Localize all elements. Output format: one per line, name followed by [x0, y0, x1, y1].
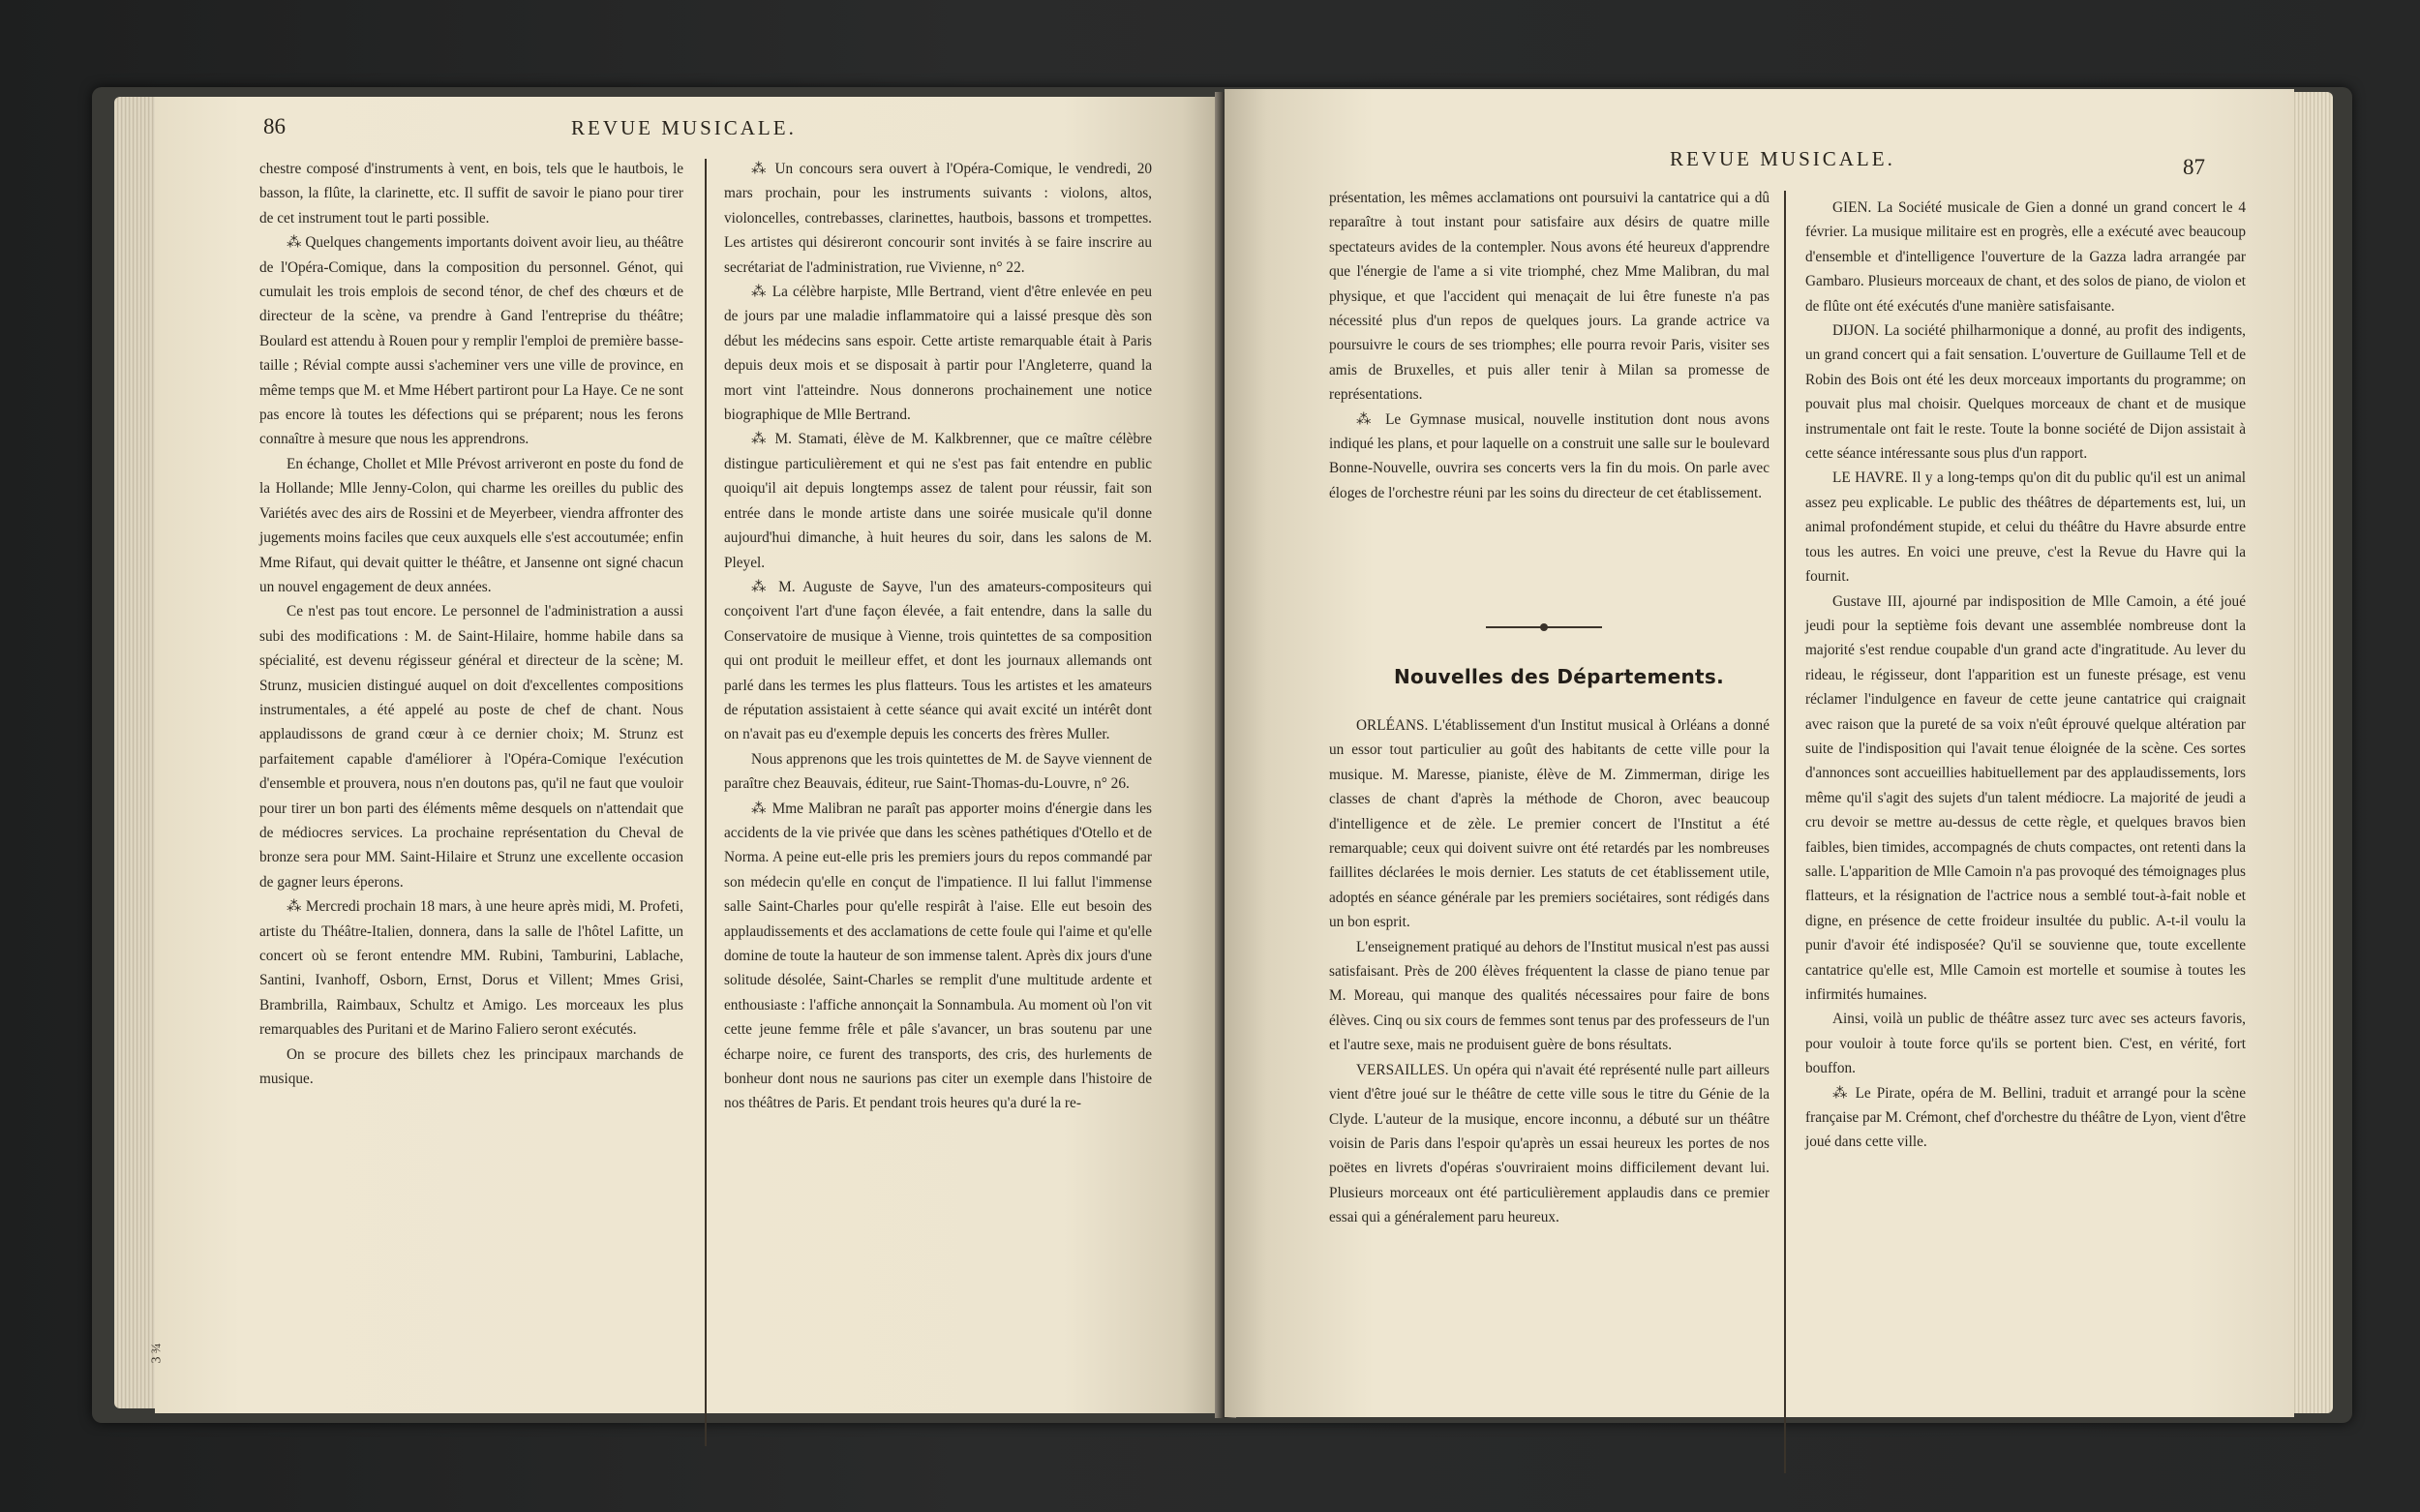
- left-page-number: 86: [263, 114, 286, 138]
- paragraph: En échange, Chollet et Mlle Prévost arriveront en poste du fond de la Hollande; Mlle Jenny-Colon, qui charme les oreilles du public des Variétés avec des airs de Rossini et de Meyerbeer, viendra affronter des jugements moins faciles que ceux auxquels elle s'est accoutumée; enfin Mme Rifaut, qui devait quitter le théâtre, et Jansenne ont signé chacun un nouvel engagement de deux années.: [259, 455, 683, 595]
- paragraph: VERSAILLES. Un opéra qui n'avait été représenté nulle part ailleurs vient d'être joué sur le théâtre de cette ville sous le titre du Génie de la Clyde. L'auteur de la musique, encore inconnu, a débuté sur un théâtre voisin de Paris dans l'espoir qu'après un essai heureux les portes de nos poëtes en livrets d'opéras s'ouvriraient moins difficilement devant lui. Plusieurs morceaux ont été particulièrement applaudis dans ce premier essai qui a généralement paru heureux.: [1329, 1061, 1770, 1226]
- right-page: [1225, 89, 2294, 1417]
- left-running-head: REVUE MUSICALE.: [571, 116, 797, 139]
- paragraph: L'enseignement pratiqué au dehors de l'Institut musical n'est pas aussi satisfaisant. Près de 200 élèves fréquentent la classe de piano tenue par M. Moreau, qui manque des qualités nécessaires pour faire de bons élèves. Cinq ou six cours de femmes sont tenus par des professeurs de l'un et l'autre sexe, mais ne produisent guère de bons résultats.: [1329, 938, 1770, 1054]
- paragraph: ⁂ Le Pirate, opéra de M. Bellini, traduit et arrangé pour la scène française par M. Crémont, chef d'orchestre du théâtre de Lyon, vient d'être joué dans cette ville.: [1805, 1084, 2246, 1151]
- paragraph: présentation, les mêmes acclamations ont poursuivi la cantatrice qui a dû reparaître à tout instant pour satisfaire aux désirs de quatre mille spectateurs avides de la contempler. Nous avons été heureux d'apprendre que l'énergie de l'ame a si vite triomphé, chez Mme Malibran, du mal physique, et que l'accident qui menaçait de lui être funeste n'a pas nécessité plus d'un repos de quelques jours. La grande actrice va poursuivre le cours de ses triomphes; elle pourra revoir Paris, visiter ses amis de Bruxelles, et puis aller tenir à Milan sa promesse de représentations.: [1329, 190, 1770, 404]
- column-rule: [1784, 191, 1786, 1473]
- paragraph: ⁂ La célèbre harpiste, Mlle Bertrand, vient d'être enlevée en peu de jours par une maladie inflammatoire qui a laissé presque dès son début les médecins sans espoir. Cette artiste remarquable était à Paris depuis deux mois et se disposait à partir pour l'Angleterre, quand la mort vint l'atteindre. Nous donnerons prochainement une notice biographique de Mlle Bertrand.: [724, 284, 1152, 424]
- paragraph: ⁂ Mercredi prochain 18 mars, à une heure après midi, M. Profeti, artiste du Théâtre-Italien, donnera, dans la salle de l'hôtel Lafitte, un concert où se feront entendre MM. Rubini, Tamburini, Lablache, Santini, Ivanhoff, Osborn, Ernst, Dorus et Villent; Mmes Grisi, Brambrilla, Raimbaux, Schultz et Amigo. Les morceaux les plus remarquables des Puritani et de Marino Faliero seront exécutés.: [259, 898, 683, 1039]
- paragraph: ⁂ Quelques changements importants doivent avoir lieu, au théâtre de l'Opéra-Comique, dans la composition du personnel. Génot, qui cumulait les trois emplois de second ténor, de chef des chœurs et de directeur de la scène, va prendre à Gand l'entreprise du théâtre; Boulard est attendu à Rouen pour y remplir l'emploi de première basse-taille ; Révial compte aussi s'acheminer vers une ville de province, en même temps que M. et Mme Hébert partiront pour La Haye. Ce ne sont pas encore là toutes les défections qui se préparent; nous les ferons connaître à mesure que nous les apprendrons.: [259, 234, 683, 448]
- left-column-2: [724, 157, 1152, 1116]
- paragraph: On se procure des billets chez les principaux marchands de musique.: [259, 1045, 683, 1088]
- paragraph: Nous apprenons que les trois quintettes de M. de Sayve viennent de paraître chez Beauvais, éditeur, rue Saint-Thomas-du-Louvre, n° 26.: [724, 750, 1152, 793]
- paragraph: GIEN. La Société musicale de Gien a donné un grand concert le 4 février. La musique militaire est en progrès, elle a exécuté avec beaucoup d'ensemble et d'intelligence l'ouverture de la Gazza ladra arrangée par Gambaro. Plusieurs morceaux de chant, et des solos de piano, de violon et de flûte ont été exécutés d'une manière satisfaisante.: [1805, 199, 2246, 315]
- paragraph: ⁂ Mme Malibran ne paraît pas apporter moins d'énergie dans les accidents de la vie privée que dans les scènes pathétiques d'Otello et de Norma. A peine eut-elle pris les premiers jours du repos commandé par son médecin qu'elle en conçut de l'impatience. Il lui fallut l'immense salle Saint-Charles pour qu'elle respirât à l'aise. Elle eut besoin des applaudissements et des acclamations de cette foule qui l'aime et qu'elle domine de toute la hauteur de son immense talent. Après dix jours d'une solitude désolée, Saint-Charles se remplit d'une multitude ardente et enthousiaste : l'affiche annonçait la Sonnambula. Au moment où l'on vit cette jeune femme frêle et pâle s'avancer, un bras soutenu par une écharpe noire, ce furent des transports, des cris, des hurlements de bonheur dont nous ne saurions pas citer un exemple dans l'histoire de nos théâtres de Paris. Et pendant trois heures qu'a duré la re-: [724, 800, 1152, 1112]
- paragraph: DIJON. La société philharmonique a donné, au profit des indigents, un grand concert qui a fait sensation. L'ouverture de Guillaume Tell et de Robin des Bois ont été les deux morceaux importants du programme; on pouvait plus mal choisir. Quelques morceaux de chant et de musique instrumentale ont fait le reste. Toute la bonne société de Dijon assistait à cette séance intéressante sous plus d'un rapport.: [1805, 322, 2246, 463]
- paragraph: ⁂ M. Stamati, élève de M. Kalkbrenner, que ce maître célèbre distingue particulièrement et qui ne s'est pas fait entendre en public quoiqu'il ait depuis longtemps assez de talent pour réussir, fait son entrée dans le monde artiste dans une soirée musicale qu'il donne aujourd'hui dimanche, à huit heures du soir, dans les salons de M. Pleyel.: [724, 431, 1152, 571]
- left-page: [149, 97, 1225, 1413]
- ornament-dot: [1540, 623, 1548, 631]
- paragraph: Ce n'est pas tout encore. Le personnel de l'administration a aussi subi des modifications : M. de Saint-Hilaire, homme habile dans sa spécialité, est devenu régisseur général et directeur de la scène; M. Strunz, musicien distingué auquel on doit d'excellentes compositions instrumentales, a été appelé au poste de chef de chant. Nous applaudissons de grand cœur à ce dernier choix; M. Strunz est parfaitement capable d'améliorer à l'Opéra-Comique l'exécution d'ensemble et prouvera, nous n'en doutons pas, qu'il ne faut que vouloir pour tirer un bon parti des éléments même desquels on n'attendait que de médiocres services. La prochaine représentation du Cheval de bronze sera pour MM. Saint-Hilaire et Strunz une excellente occasion de gagner leurs éperons.: [259, 603, 683, 891]
- section-title: Nouvelles des Départements.: [1394, 665, 1724, 688]
- paragraph: Ainsi, voilà un public de théâtre assez turc avec ses acteurs favoris, pour vouloir à toute force qu'ils se portent bien. C'est, en vérité, fort bouffon.: [1805, 1011, 2246, 1077]
- right-page-number: 87: [2183, 155, 2205, 179]
- left-column-1: [259, 157, 683, 1091]
- paragraph: ORLÉANS. L'établissement d'un Institut musical à Orléans a donné un essor tout particulier au goût des habitants de cette ville pour la musique. M. Maresse, pianiste, élève de M. Zimmerman, dirige les classes de chant d'après la méthode de Choron, avec beaucoup d'intelligence et de zèle. Le premier concert de l'Institut a été remarquable; ceux qui doivent suivre ont été retardés par les nombreuses faillites déclarées le mois dernier. Les statuts de cet établissement utile, adoptés en séance générale par les premiers sociétaires, sont rédigés dans un bon esprit.: [1329, 717, 1770, 931]
- paragraph: ⁂ Le Gymnase musical, nouvelle institution dont nous avons indiqué les plans, et pour laquelle on a construit une salle sur le boulevard Bonne-Nouvelle, ouvrira ses concerts vers la fin du mois. On parle avec éloges de l'orchestre réuni par les soins du directeur de cet établissement.: [1329, 410, 1770, 501]
- right-column-2: [1805, 196, 2246, 1155]
- right-running-head: REVUE MUSICALE.: [1670, 147, 1895, 170]
- right-column-1: [1329, 186, 1770, 505]
- margin-pencil-note: 3 ¾: [149, 1343, 165, 1364]
- paragraph: ⁂ Un concours sera ouvert à l'Opéra-Comique, le vendredi, 20 mars prochain, pour les instruments suivants : violons, altos, violoncelles, contrebasses, clarinettes, hautbois, bassons et trompettes. Les artistes qui désireront concourir sont invités à se faire inscrire au secrétariat de l'administration, rue Vivienne, n° 22.: [724, 161, 1152, 276]
- paragraph: Gustave III, ajourné par indisposition de Mlle Camoin, a été joué jeudi pour la septième fois devant une assemblée nombreuse dont la majorité s'est rendue coupable d'un grand acte d'ingratitude. Au lever du rideau, le régisseur, dont l'apparition est un funeste présage, est venu réclamer l'indulgence en faveur de cette jeune cantatrice qui craignait avec raison que la pureté de sa voix n'eût éprouvé quelque altération par suite de l'indisposition qui l'avait tenue éloignée de la scène. Ces sortes d'annonces sont accueillies habituellement par des applaudissements, lors même qu'il s'agit des sujets d'un talent médiocre. La majorité de jeudi a cru devoir se mettre au-dessus de cette règle, et quelques bravos bien faibles, bien timides, accompagnés de chuts compactes, ont retenti dans la salle. L'apparition de Mlle Camoin n'a pas provoqué des témoignages plus flatteurs, et la résignation de l'actrice nous a semblé tout-à-fait noble et digne, en présence de cette froideur insultée du public. A-t-il voulu la punir d'avoir été indisposée? Qu'il se souvienne que, toute excellente cantatrice qu'elle est, Mlle Camoin est mortelle et soumise à toutes les infirmités humaines.: [1805, 592, 2246, 1003]
- right-column-1-lower: [1329, 713, 1770, 1230]
- paragraph: ⁂ M. Auguste de Sayve, l'un des amateurs-compositeurs qui conçoivent l'art d'une façon élevée, a fait entendre, dans la salle du Conservatoire de musique à Vienne, trois quintettes de sa composition qui ont produit le meilleur effet, et dont les journaux allemands ont parlé dans les termes les plus flatteurs. Tous les artistes et les amateurs de réputation assistaient à cette séance qui avait excité un intérêt dont on n'avait pas eu d'exemple depuis les concerts des frères Muller.: [724, 578, 1152, 743]
- column-rule: [705, 159, 707, 1446]
- paragraph: LE HAVRE. Il y a long-temps qu'on dit du public qu'il est un animal assez peu explicable. Le public des théâtres de départements est, lui, un animal profondément stupide, et celui du théâtre du Havre absurde entre tous les autres. En voici une preuve, c'est la Revue du Havre qui la fournit.: [1805, 469, 2246, 586]
- paragraph: chestre composé d'instruments à vent, en bois, tels que le hautbois, le basson, la flûte, la clarinette, etc. Il suffit de savoir le piano pour tirer de cet instrument tout le parti possible.: [259, 161, 683, 227]
